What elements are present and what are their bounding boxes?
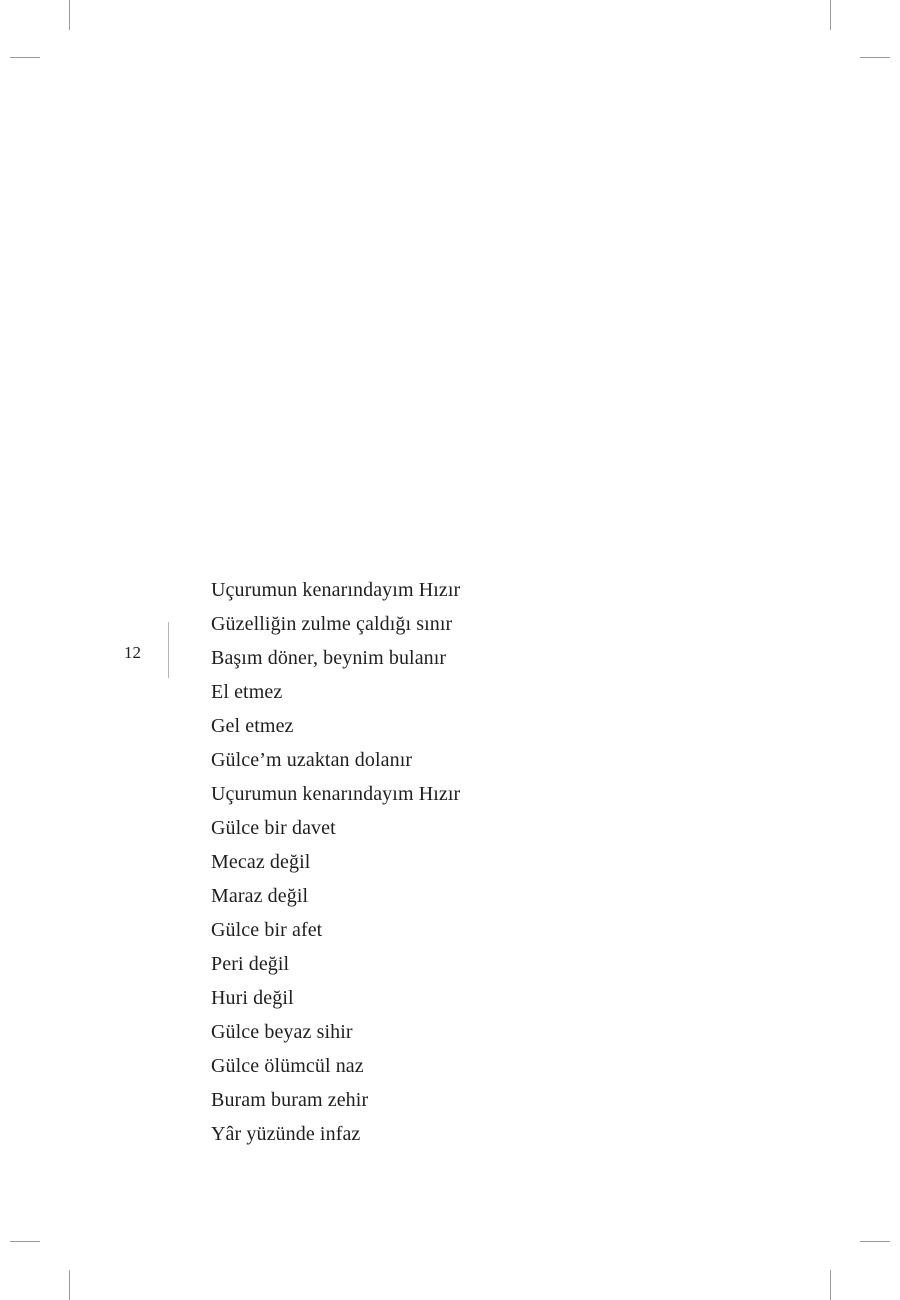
- poem-line: Uçurumun kenarındayım Hızır: [211, 579, 461, 601]
- crop-mark-bottom-left-horizontal: [10, 1241, 40, 1242]
- poem-line: Huri değil: [211, 987, 294, 1009]
- crop-mark-top-left-horizontal: [10, 57, 40, 58]
- poem-line: Yâr yüzünde infaz: [211, 1123, 361, 1145]
- poem-line: Gülce bir afet: [211, 919, 323, 941]
- poem-line: Gülce bir davet: [211, 817, 336, 839]
- crop-mark-bottom-left-vertical: [69, 1270, 70, 1300]
- page-number: 12: [124, 643, 141, 662]
- crop-mark-bottom-right-vertical: [830, 1270, 831, 1300]
- poem-line: Buram buram zehir: [211, 1089, 369, 1111]
- crop-mark-top-left-vertical: [69, 0, 70, 30]
- poem-line: Güzelliğin zulme çaldığı sınır: [211, 613, 453, 635]
- poem-line: Gülce beyaz sihir: [211, 1021, 353, 1043]
- crop-mark-bottom-right-horizontal: [860, 1241, 890, 1242]
- crop-mark-top-right-vertical: [830, 0, 831, 30]
- poem-line: Peri değil: [211, 953, 290, 975]
- poem-line: Gülce’m uzaktan dolanır: [211, 749, 413, 771]
- poem-line: Gel etmez: [211, 715, 294, 737]
- poem-line: Uçurumun kenarındayım Hızır: [211, 783, 461, 805]
- poem-line: Başım döner, beynim bulanır: [211, 647, 447, 669]
- crop-mark-top-right-horizontal: [860, 57, 890, 58]
- poem-line: El etmez: [211, 681, 283, 703]
- folio-divider: [168, 622, 169, 678]
- poem-stanza: [211, 573, 460, 1151]
- poem-line: Gülce ölümcül naz: [211, 1055, 364, 1077]
- poem-line: Maraz değil: [211, 885, 309, 907]
- poem-line: Mecaz değil: [211, 851, 311, 873]
